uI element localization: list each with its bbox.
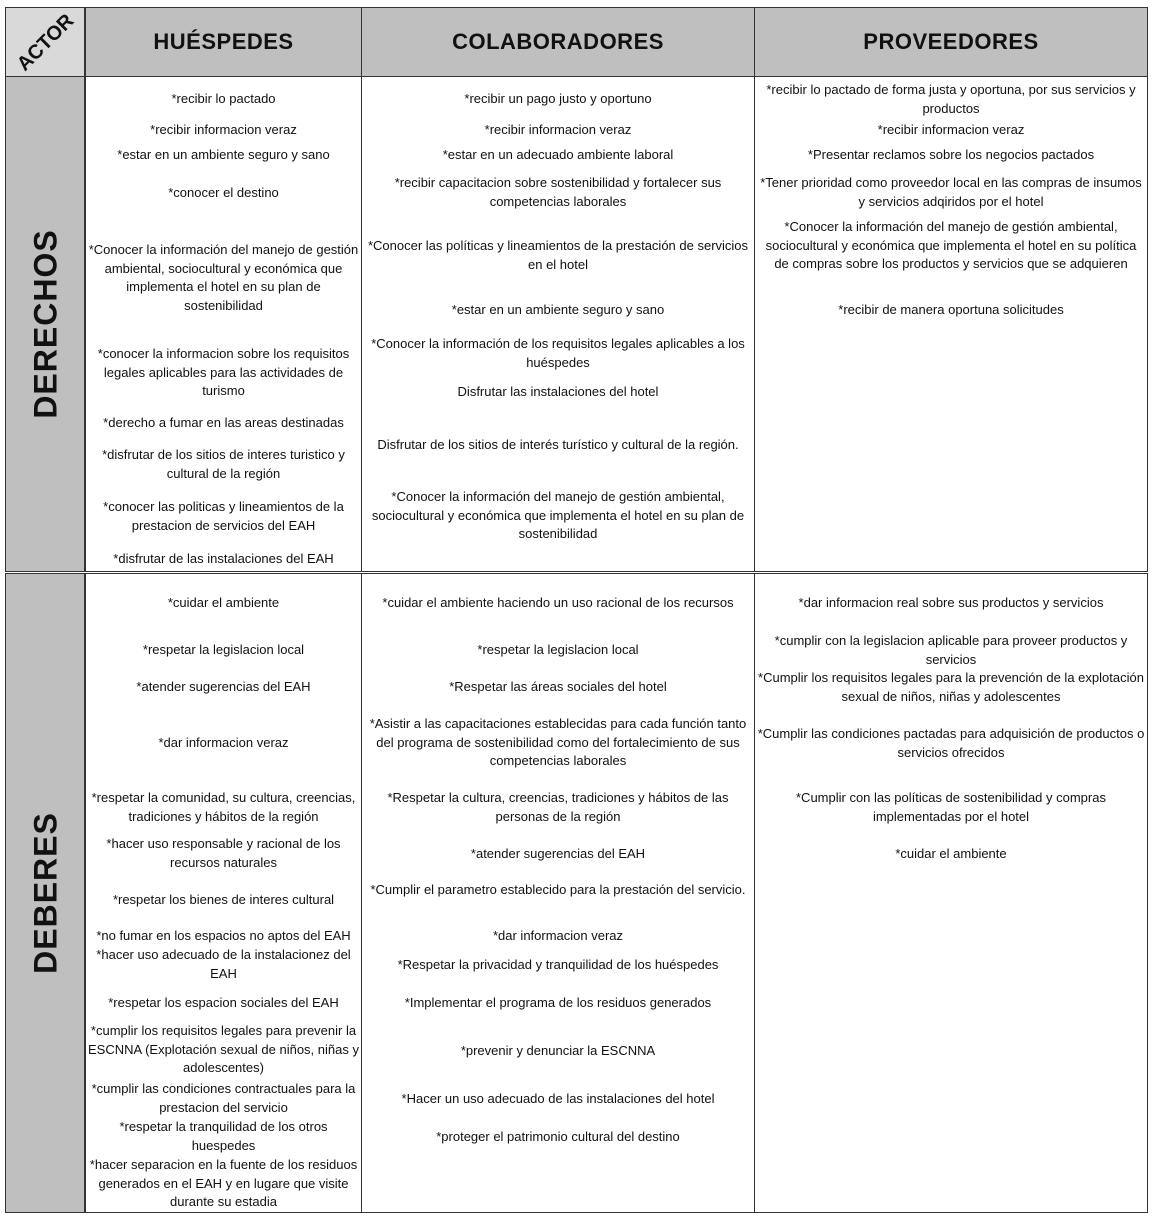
- list-item: *Cumplir con las políticas de sostenibilidad y compras implementadas por el hotel: [796, 790, 1106, 824]
- list-item: *respetar la comunidad, su cultura, creencias, tradiciones y hábitos de la región: [91, 790, 356, 824]
- list-item: *cuidar el ambiente: [895, 846, 1007, 861]
- list-item: *recibir informacion veraz: [484, 122, 632, 137]
- list-item: *disfrutar de las instalaciones del EAH: [113, 551, 334, 566]
- list-item: *atender sugerencias del EAH: [470, 846, 646, 861]
- list-item: *Respetar la cultura, creencias, tradiciones y hábitos de las personas de la región: [387, 790, 729, 824]
- list-item: Disfrutar de los sitios de interés turístico y cultural de la región.: [377, 437, 739, 452]
- list-item: *estar en un adecuado ambiente laboral: [442, 147, 674, 162]
- list-item: *conocer la informacion sobre los requisitos legales aplicables para las actividades de turismo: [97, 346, 350, 398]
- list-item: *no fumar en los espacios no aptos del EAH: [96, 928, 351, 943]
- row-label-deberes: DEBERES: [27, 812, 64, 974]
- cell-deberes-huespedes: [85, 573, 362, 1213]
- list-item: *respetar la tranquilidad de los otros huespedes: [119, 1119, 328, 1153]
- list-item: *recibir un pago justo y oportuno: [464, 91, 652, 106]
- list-item: *Implementar el programa de los residuos generados: [404, 995, 712, 1010]
- cell-derechos-huespedes: [85, 76, 362, 572]
- list-item: Disfrutar las instalaciones del hotel: [457, 384, 659, 399]
- list-item: *derecho a fumar en las areas destinadas: [103, 415, 344, 430]
- actor-label: ACTOR: [12, 9, 79, 76]
- cell-deberes-proveedores: [754, 573, 1148, 1213]
- list-item: *proteger el patrimonio cultural del destino: [436, 1129, 680, 1144]
- list-item: *respetar la legislacion local: [142, 642, 305, 657]
- list-item: *Conocer la información del manejo de gestión ambiental, sociocultural y económica que implementa el hotel en su plan de sostenibilidad: [371, 489, 745, 541]
- list-item: *cumplir los requisitos legales para prevenir la ESCNNA (Explotación sexual de niños, niñas y adolescentes): [88, 1023, 359, 1075]
- list-item: *Conocer la información de los requisitos legales aplicables a los huéspedes: [371, 336, 745, 370]
- cell-deberes-colaboradores: [361, 573, 755, 1213]
- list-item: *dar informacion veraz: [158, 735, 289, 750]
- list-item: *Conocer la información del manejo de gestión ambiental, sociocultural y económica que implementa el hotel en su política de compras sobre los productos y servicios que se adquieren: [765, 219, 1137, 271]
- list-item: *cuidar el ambiente: [167, 595, 280, 610]
- list-item: *Respetar la privacidad y tranquilidad de los huéspedes: [397, 957, 719, 972]
- list-item: *Presentar reclamos sobre los negocios pactados: [807, 147, 1095, 162]
- list-item: *dar informacion real sobre sus productos y servicios: [798, 595, 1104, 610]
- list-item: *hacer uso responsable y racional de los recursos naturales: [106, 836, 341, 870]
- list-item: *cumplir con la legislacion aplicable para proveer productos y servicios: [774, 633, 1128, 667]
- list-item: *recibir de manera oportuna solicitudes: [838, 302, 1064, 317]
- list-item: *atender sugerencias del EAH: [136, 679, 311, 694]
- list-item: *recibir informacion veraz: [150, 122, 297, 137]
- list-item: *estar en un ambiente seguro y sano: [117, 147, 330, 162]
- row-header-deberes: [5, 573, 85, 1213]
- cell-derechos-proveedores: [754, 76, 1148, 572]
- list-item: *Conocer las políticas y lineamientos de la prestación de servicios en el hotel: [367, 238, 749, 272]
- list-item: *cuidar el ambiente haciendo un uso racional de los recursos: [382, 595, 734, 610]
- list-item: *Conocer la información del manejo de gestión ambiental, sociocultural y económica que implementa el hotel en su plan de sostenibilidad: [88, 242, 359, 313]
- list-item: *Cumplir el parametro establecido para la prestación del servicio.: [370, 882, 746, 897]
- list-item: *estar en un ambiente seguro y sano: [451, 302, 665, 317]
- list-item: *respetar la legislacion local: [477, 642, 639, 657]
- list-item: *Cumplir los requisitos legales para la prevención de la explotación sexual de niños, niñas y adolescentes: [758, 670, 1144, 704]
- column-header-colaboradores: COLABORADORES: [361, 7, 755, 77]
- list-item: *hacer uso adecuado de la instalacionez del EAH: [96, 947, 351, 981]
- actor-corner-cell: [5, 7, 85, 77]
- list-item: *respetar los espacion sociales del EAH: [108, 995, 339, 1010]
- list-item: *Hacer un uso adecuado de las instalaciones del hotel: [401, 1091, 715, 1106]
- column-header-huespedes: HUÉSPEDES: [85, 7, 362, 77]
- row-label-derechos: DERECHOS: [27, 229, 64, 419]
- list-item: *recibir lo pactado: [171, 91, 276, 106]
- list-item: *respetar los bienes de interes cultural: [112, 892, 335, 907]
- list-item: *conocer el destino: [168, 185, 279, 200]
- rights-duties-table: [5, 7, 1148, 1213]
- column-header-proveedores: PROVEEDORES: [754, 7, 1148, 77]
- list-item: *Tener prioridad como proveedor local en las compras de insumos y servicios adqiridos por el hotel: [760, 175, 1142, 209]
- cell-derechos-colaboradores: [361, 76, 755, 572]
- list-item: *Asistir a las capacitaciones establecidas para cada función tanto del programa de sostenibilidad como del fortalecimiento de sus competencias laborales: [369, 716, 747, 768]
- list-item: *recibir informacion veraz: [877, 122, 1025, 137]
- list-item: *Respetar las áreas sociales del hotel: [449, 679, 667, 694]
- list-item: *conocer las politicas y lineamientos de la prestacion de servicios del EAH: [103, 499, 344, 533]
- list-item: *recibir capacitacion sobre sostenibilidad y fortalecer sus competencias laborales: [394, 175, 722, 209]
- list-item: *prevenir y denunciar la ESCNNA: [460, 1043, 656, 1058]
- list-item: *recibir lo pactado de forma justa y oportuna, por sus servicios y productos: [766, 82, 1136, 116]
- list-item: *hacer separacion en la fuente de los residuos generados en el EAH y en lugare que visite durante su estadia: [89, 1157, 358, 1209]
- list-item: *cumplir las condiciones contractuales para la prestacion del servicio: [91, 1081, 356, 1115]
- list-item: *disfrutar de los sitios de interes turistico y cultural de la región: [102, 447, 345, 481]
- row-header-derechos: [5, 76, 85, 572]
- list-item: *Cumplir las condiciones pactadas para adquisición de productos o servicios ofrecidos: [757, 726, 1145, 760]
- list-item: *dar informacion veraz: [492, 928, 624, 943]
